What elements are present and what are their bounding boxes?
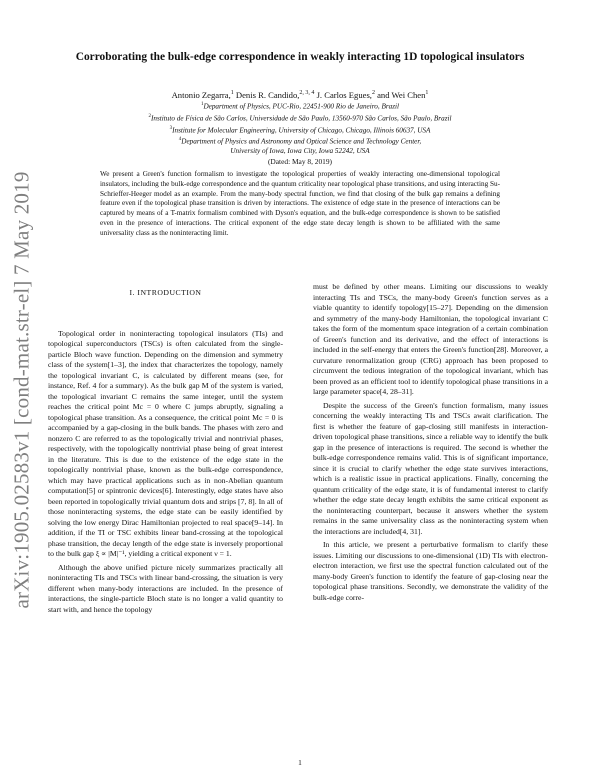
author-affil-mark: 1 [230, 90, 234, 96]
paragraph: Although the above unified picture nicely summarizes practically all noninteracting TIs and TSCs with linear band-crossing, the situation is very different when many-body interactions are included. In the presence of interactions, the single-particle Bloch state is no longer a valid quantity to start with, and hence the topology [48, 562, 283, 614]
date-line: (Dated: May 8, 2019) [267, 157, 333, 166]
arxiv-id: arXiv:1905.02583v1 [cond-mat.str-el] 7 May 2019 [9, 171, 34, 609]
paragraph: Despite the success of the Green's function formalism, many issues concerning the weakly interacting TIs and TSCs await clarification. The first is whether the feature of gap-closing still manifests in interaction-driven topological phase transitions, since a reliable way to identify the bulk gap in the presence of interactions is required. The second is whether the bulk-edge correspondence remains valid. This is of significant importance, since it is crucial to clarify whether the edge state survives interactions, which is a realistic issue in practical applications. Finally, concerning the quantum criticality of the edge state, it is of fundamental interest to clarify whether the edge state decay length exhibits the same critical exponent as the noninteracting counterpart, because it answers whether the system remains in the same universality class as the noninteracting system when the interactions are included[4, 31]. [313, 400, 548, 536]
affiliation-line [60, 135, 540, 147]
affil-mark: 3 [169, 125, 173, 131]
author-name: J. Carlos Egues, [314, 89, 372, 100]
author-name: and Wei Chen [374, 89, 426, 100]
arxiv-stamp [4, 171, 40, 609]
author-name: Antonio Zegarra, [171, 89, 231, 100]
page-number: 1 [298, 758, 302, 767]
affil-mark: 2 [148, 113, 152, 119]
affiliation-line [60, 100, 540, 112]
abstract: We present a Green's function formalism to investigate the topological properties of weakly interacting one-dimensional topological insulators, including the bulk-edge correspondence and the quantum criticality near topological phase transitions, and using interacting Su-Schrieffer-Heeger model as an example. From the many-body spectral function, we find that closing of the bulk gap remains a defining feature even if the topological phase transition is driven by interactions. The existence of edge state in the presence of interactions can be captured by means of a T-matrix formalism combined with Dyson's equation, and the bulk-edge correspondence is shown to be satisfied even in the presence of interactions. The critical exponent of the edge state decay length is shown to be affiliated with the same universality class as the noninteracting limit. [100, 170, 500, 237]
right-column [313, 282, 548, 603]
affil-text: Instituto de Física de São Carlos, Universidade de São Paulo, 13560-970 São Carlos, São Paulo, Brazil [151, 114, 452, 123]
affil-mark: 4 [178, 137, 182, 143]
affil-text: Department of Physics and Astronomy and Optical Science and Technology Center, [181, 137, 422, 146]
left-column [48, 282, 283, 615]
author-affil-mark: 2, 3, 4 [299, 90, 315, 96]
affil-text: Department of Physics, PUC-Rio, 22451-900 Rio de Janeiro, Brazil [203, 102, 400, 111]
affil-text: Institute for Molecular Engineering, University of Chicago, Chicago, Illinois 60637, USA [172, 125, 431, 134]
author-list [60, 88, 540, 101]
paragraph: Topological order in noninteracting topological insulators (TIs) and topological superconductors (TSCs) is often calculated from the single-particle Bloch wave function. Depending on the dimension and symmetry class of the system[1–3], the index that characterizes the topology, namely the topological invariant C, is calculated by different means (see, for instance, Ref. 4 for a summary). As the bulk gap M of the system is varied, the topological invariant C remains the same integer, until the system reaches the critical point Mc = 0 where C jumps abruptly, signaling a topological phase transition. As a consequence, the critical point Mc = 0 is accompanied by a gap-closing in the bulk bands. The phases with zero and nonzero C are referred to as the topologically trivial and nontrivial phases, respectively, with the topologically nontrivial phase being of great interest in the literature. This is due to the existence of the edge state in the topologically nontrivial phase, known as the bulk-edge correspondence, which may have practical applications such as in non-Abelian quantum computation[5] or spintronic devices[6]. Interestingly, edge states have also been reported in topologically trivial quantum dots and strips [7, 8]. In all of those noninteracting systems, the edge state can be easily identified by solving the low energy Dirac Hamiltonian projected to real space[9–14]. In addition, if the TI or TSC exhibits linear band-crossing at the topological phase transition, the decay length of the edge state is inversely proportional to the bulk gap ξ ∝ |M|⁻¹, yielding a critical exponent ν = 1. [48, 328, 283, 558]
affiliations [60, 100, 540, 157]
affiliation-line [60, 124, 540, 136]
affil-mark: 1 [200, 102, 204, 107]
author-affil-mark: 1 [425, 90, 429, 96]
affiliation-line [60, 147, 540, 156]
paragraph: In this article, we present a perturbative formalism to clarify these issues. Limiting our discussions to one-dimensional (1D) TIs with electron-electron interaction, we first use the spectral function calculated out of the many-body Green's function to identify the feature of gap-closing near the topological phase transitions. Secondly, we demonstrate the validity of the bulk-edge corre- [313, 540, 548, 602]
author-affil-mark: 2 [371, 90, 375, 96]
affil-text: University of Iowa, Iowa City, Iowa 52242, USA [230, 147, 370, 156]
paper-title: Corroborating the bulk-edge correspondence in weakly interacting 1D topological insulators [75, 51, 525, 63]
section-heading: I. INTRODUCTION [129, 288, 202, 297]
affiliation-line [60, 112, 540, 124]
paragraph: must be defined by other means. Limiting our discussions to weakly interacting TIs and TSCs, the many-body Green's function serves as a viable quantity to identify topology[15–27]. Depending on the dimension and symmetry of the many-body Hamiltonian, the topological invariant C takes the form of the momentum space integration of a certain combination of Green's function and its derivative, and the effect of interactions is included in the self-energy that enters the Green's function[28]. Moreover, a curvature renormalization group (CRG) approach has been proposed to circumvent the tedious integration of the topological invariant, which has been proved as an efficient tool to identify topological phase transitions in a large parameter space[4, 28–31]. [313, 282, 548, 396]
author-name: Denis R. Candido, [233, 89, 300, 100]
